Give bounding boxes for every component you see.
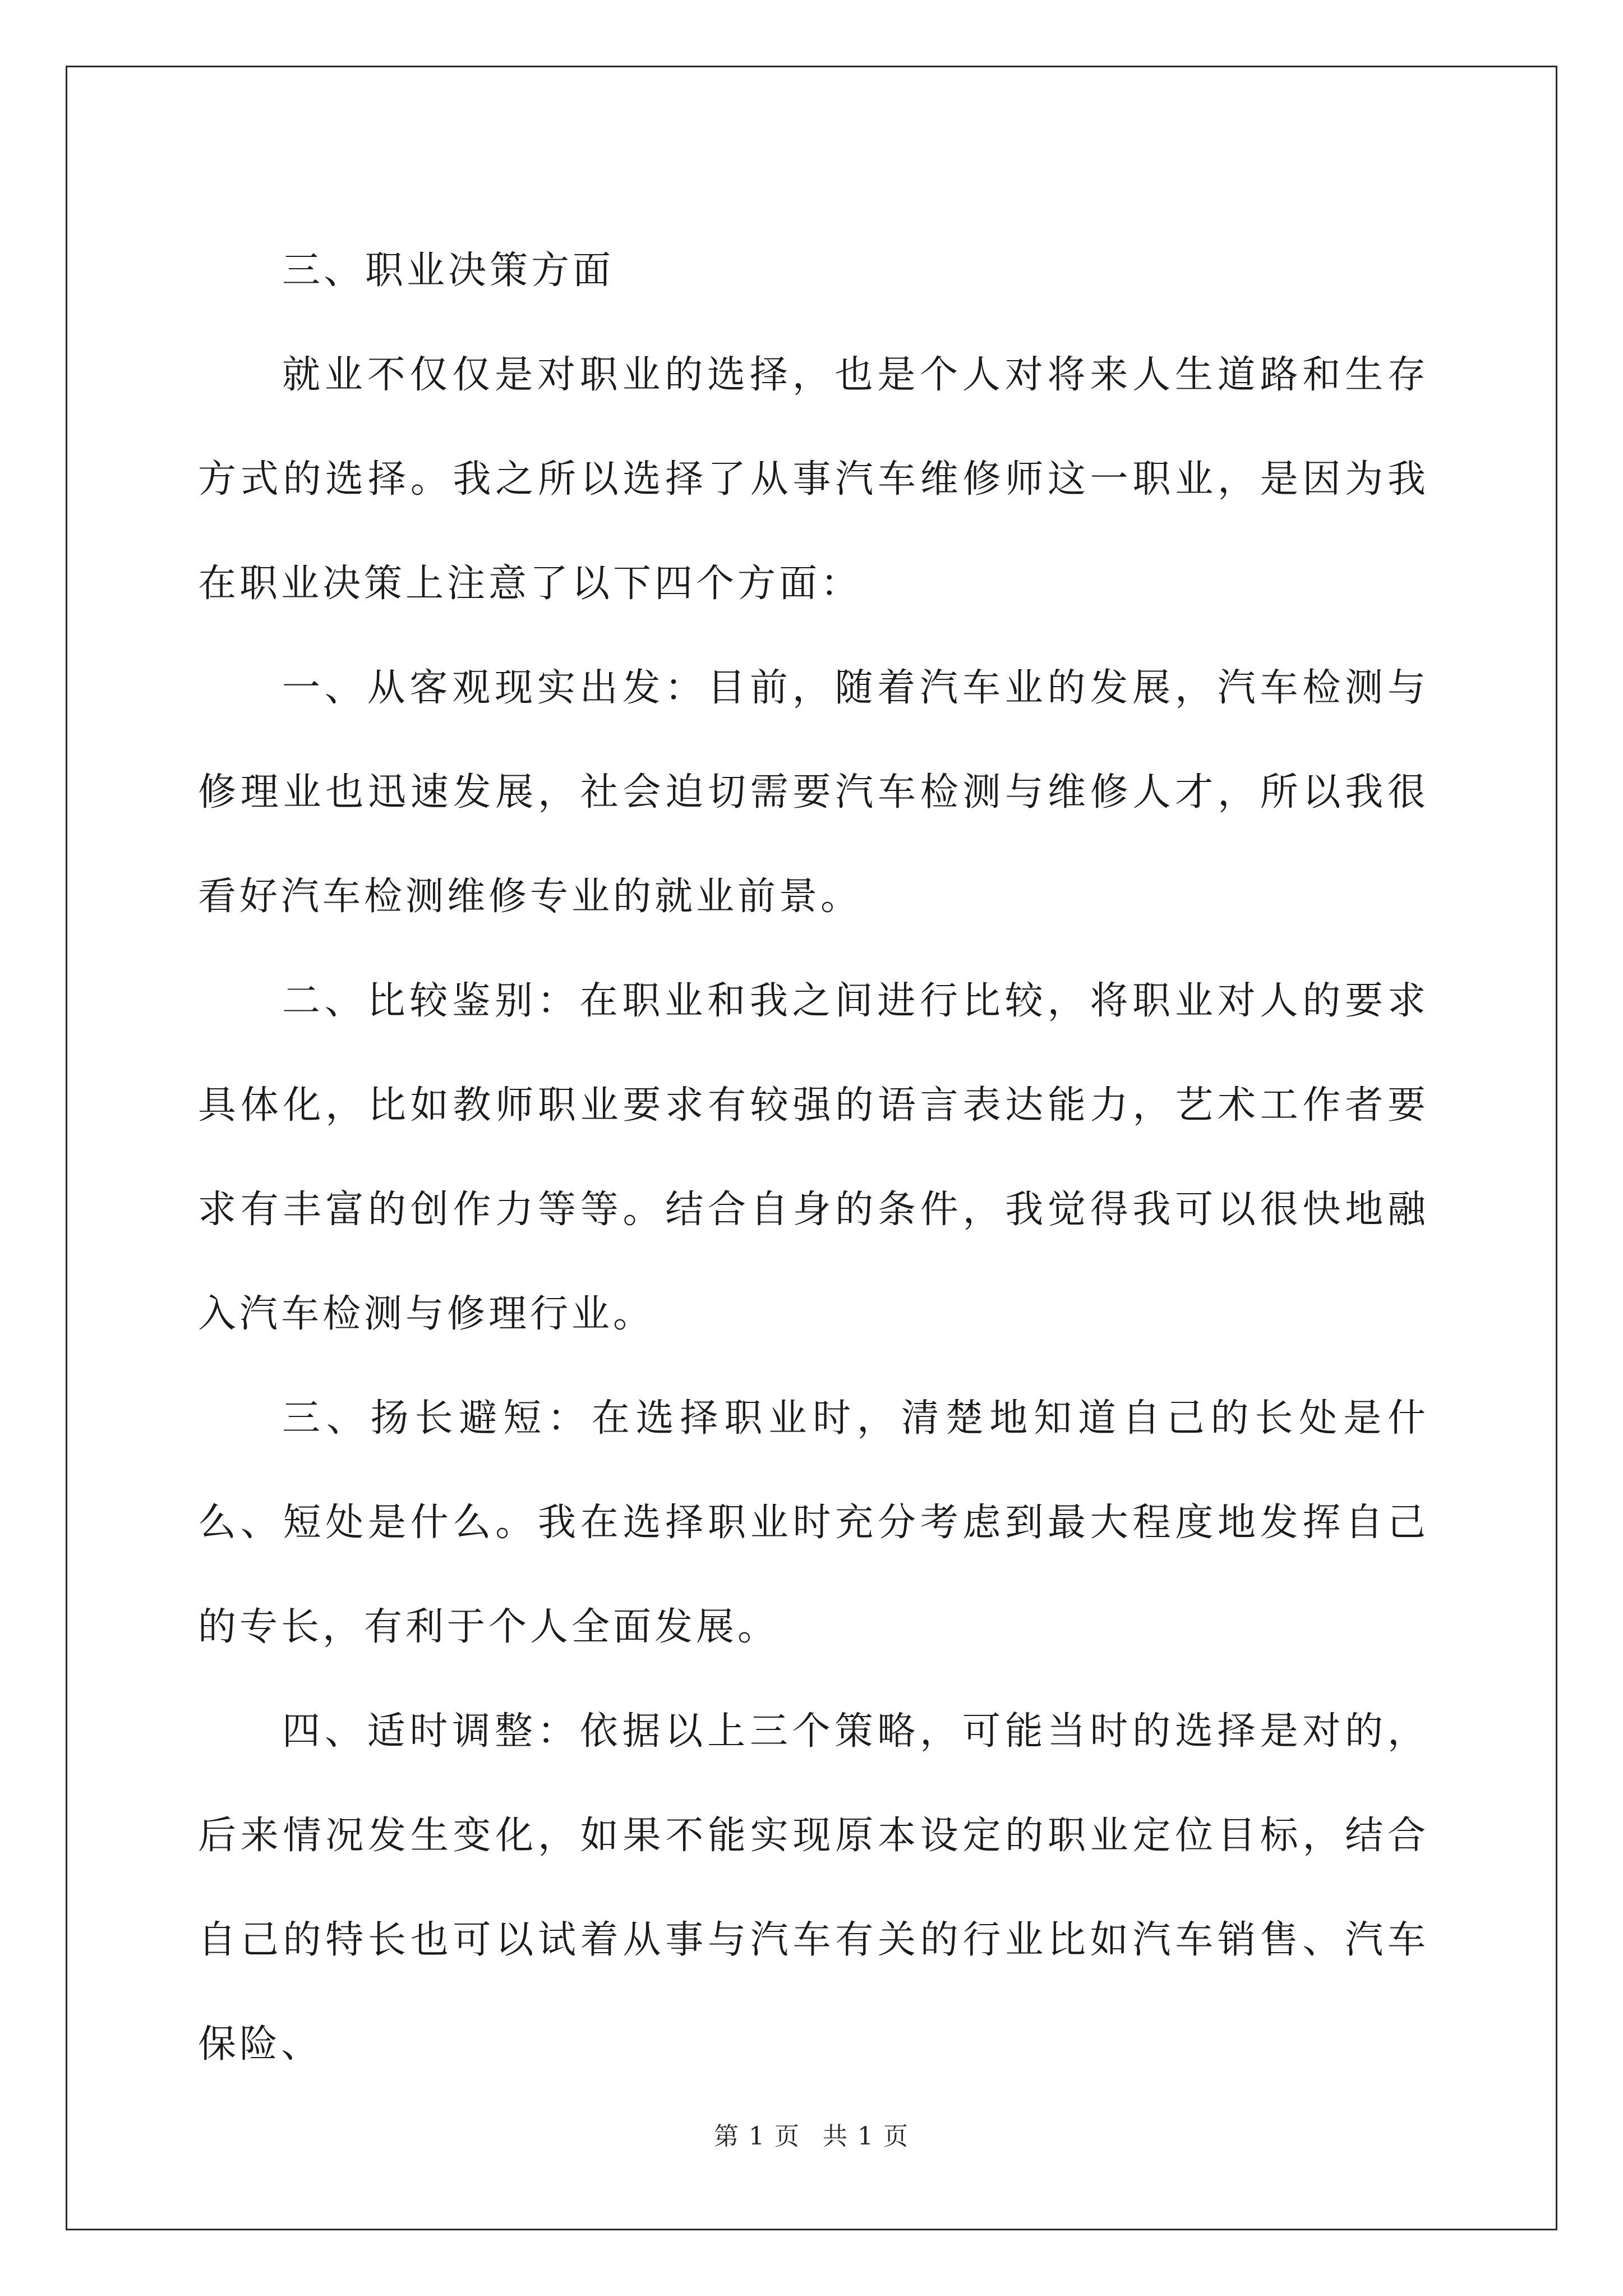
paragraph-intro: 就业不仅仅是对职业的选择，也是个人对将来人生道路和生存方式的选择。我之所以选择了从事汽车维修师这一职业，是因为我在职业决策上注意了以下四个方面： xyxy=(198,353,1429,606)
page-number: 第 1 页 xyxy=(714,2122,800,2151)
paragraph-point-4: 四、适时调整：依据以上三个策略，可能当时的选择是对的，后来情况发生变化，如果不能实现原本设定的职业定位目标，结合自己的特长也可以试着从事与汽车有关的行业比如汽车销售、汽车保险、 xyxy=(198,1709,1429,2067)
page-total: 共 1 页 xyxy=(823,2122,909,2151)
paragraph-point-2: 二、比较鉴别：在职业和我之间进行比较，将职业对人的要求具体化，比如教师职业要求有较强的语言表达能力，艺术工作者要求有丰富的创作力等等。结合自身的条件，我觉得我可以很快地融入汽车检测与修理行业。 xyxy=(198,979,1429,1336)
paragraph-point-1: 一、从客观现实出发：目前，随着汽车业的发展，汽车检测与修理业也迅速发展，社会迫切需要汽车检测与维修人才，所以我很看好汽车检测维修专业的就业前景。 xyxy=(198,666,1429,919)
document-body xyxy=(198,219,1429,2097)
section-heading: 三、职业决策方面 xyxy=(282,249,615,293)
paragraph-point-3: 三、扬长避短：在选择职业时，清楚地知道自己的长处是什么、短处是什么。我在选择职业时充分考虑到最大程度地发挥自己的专长，有利于个人全面发展。 xyxy=(198,1396,1429,1649)
page-footer xyxy=(0,2116,1623,2152)
